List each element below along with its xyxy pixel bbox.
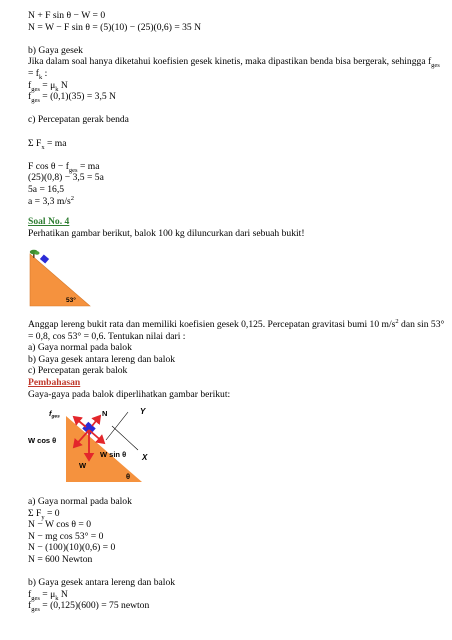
formula-accel: a = 3,3 $m/s^2$ [28, 194, 74, 207]
wcos-label: W cos θ [28, 436, 57, 445]
question-item: c) Percepatan gerak balok [28, 365, 128, 377]
x-axis-line [112, 426, 138, 450]
sol-a-line: N − mg cos 53° = 0 [28, 530, 104, 542]
weight-label: W [79, 461, 87, 470]
given-line-2: = 0,8, cos 53° = 0,6. Tentukan nilai dari : [28, 330, 186, 342]
sol-a-line: N − (100)(10)(0,6) = 0 [28, 542, 116, 554]
theta-label: θ [126, 472, 131, 481]
force-diagram [26, 402, 166, 484]
block-on-hill [40, 254, 49, 263]
given-section [28, 317, 445, 400]
text-line [28, 149, 426, 161]
normal-arrow [92, 416, 100, 426]
formula-fges-2-value: $f_{ges} = (0,125)(600) = 75$ newton [28, 600, 150, 614]
solution-part-top [28, 10, 440, 207]
sol-a-line: N = 600 Newton [28, 553, 93, 565]
formula-sum-fx: Σ $F_x$ = ma [28, 137, 67, 151]
soal-title: Soal No. 4 [28, 216, 70, 227]
text-line: (25)(0,8) − 3,5 = 5a [28, 172, 104, 184]
text-line: b) Gaya gesek [28, 44, 83, 56]
text-line [28, 126, 426, 138]
formula-fges-2: $f_{ges} = \mu_k$ N [28, 588, 68, 602]
text-line: N + F sin θ − W = 0 [28, 10, 106, 21]
hill-figure [28, 248, 92, 308]
paragraph-gesek: Jika dalam soal hanya diketahui koefisien gesek kinetis, maka dipastikan benda bisa bergerak, sehingga $f_{ges}$ [28, 56, 440, 70]
sol-b-title: b) Gaya gesek antara lereng dan balok [28, 577, 176, 589]
soal-section [28, 216, 426, 239]
incline-slope [66, 416, 142, 482]
question-item: a) Gaya normal pada balok [28, 342, 132, 354]
forces-intro: Gaya-gaya pada balok diperlihatkan gambar berikut: [28, 388, 231, 400]
formula-eq1: F $\cos \theta - f_{ges}$ = ma [28, 160, 100, 174]
x-axis-label: X [142, 453, 148, 462]
text-line: N = W − F sin θ = (5)(10) − (25)(0,6) = 35 N [28, 21, 202, 33]
question-item: b) Gaya gesek antara lereng dan balok [28, 353, 176, 365]
text-line [28, 566, 426, 578]
formula-fges: $f_{ges} = \mu_k$ N [28, 79, 68, 93]
sol-a-title: a) Gaya normal pada balok [28, 496, 132, 507]
sol-a-line: N − W cos θ = 0 [28, 519, 92, 531]
text-line: c) Percepatan gerak benda [28, 114, 129, 126]
y-axis-label: Y [140, 407, 146, 416]
fges-label: $f_{ges}$ [49, 409, 60, 420]
text-line [28, 33, 426, 45]
wsin-label: W sin θ [100, 450, 127, 459]
solution-section [28, 496, 426, 612]
normal-label: N [102, 409, 108, 418]
pembahasan-title: Pembahasan [28, 376, 81, 388]
formula-sum-fy: Σ $F_y = 0$ [28, 507, 60, 521]
y-axis-line [106, 412, 128, 440]
given-line-1: Anggap lereng bukit rata dan memiliki koefisien gesek 0,125. Percepatan gravitasi bumi 10 $m/s^2$ dan sin 53° [28, 317, 445, 330]
hill-slope [30, 254, 90, 306]
formula-fges-value: $f_{ges} = (0,1)(35) = 3,5$ N [28, 91, 116, 105]
soal-text: Perhatikan gambar berikut, balok 100 kg diluncurkan dari sebuah bukit! [28, 227, 305, 239]
text-line: 5a = 16,5 [28, 183, 65, 195]
paragraph-gesek-cont: = $f_k$ : [28, 67, 48, 81]
hill-angle-label: 53° [66, 297, 76, 304]
text-line [28, 103, 426, 115]
